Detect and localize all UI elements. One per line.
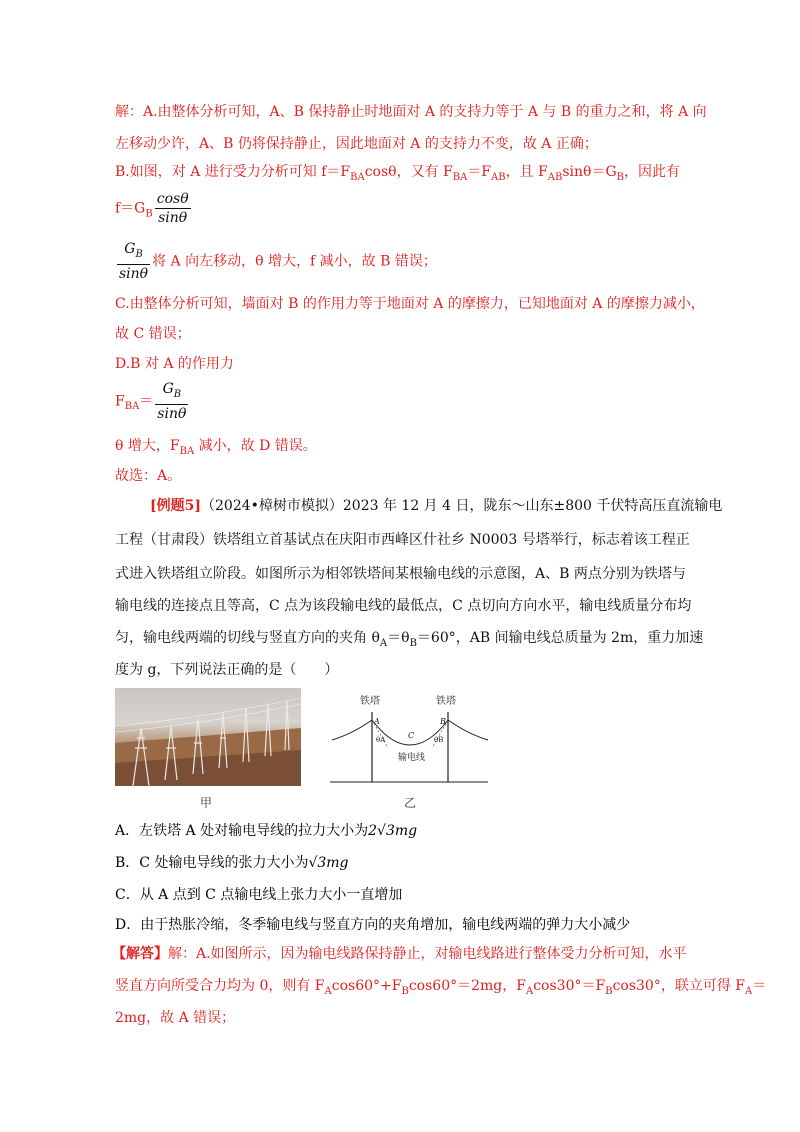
solution-line-2: 左移动少许，A、B 仍将保持静止，因此地面对 A 的支持力不变，故 A 正确； — [115, 136, 598, 152]
subscript: AB — [547, 171, 563, 183]
fraction — [155, 190, 191, 227]
solution-line-1: 解：A.由整体分析可知，A、B 保持静止时地面对 A 的支持力等于 A 与 B 的重力之和，将 A 向 — [115, 104, 707, 120]
text: cos30°＝F — [533, 978, 606, 994]
example-line-2: 工程（甘肃段）铁塔组立首基试点在庆阳市西峰区什社乡 N0003 号塔举行，标志着该工程正 — [115, 532, 690, 548]
subscript: B — [145, 208, 153, 220]
subscript: B — [616, 171, 625, 183]
denominator: sinθ — [119, 265, 149, 282]
text: ，且 F — [505, 164, 548, 180]
text: ＝θ — [387, 630, 410, 646]
solution-line-8: D.B 对 A 的作用力 — [115, 356, 234, 372]
fraction — [155, 380, 188, 423]
numerator: cosθ — [156, 191, 189, 207]
denominator: sinθ — [157, 405, 187, 422]
point-c: C — [408, 731, 415, 740]
text: （2024•樟树市模拟）2023 年 12 月 4 日，陇东～山东±800 千伏特高压直流输电 — [201, 498, 723, 514]
subscript: A — [324, 985, 332, 997]
power-tower-photo — [115, 688, 301, 786]
text: cosθ，又有 F — [364, 164, 453, 180]
math: √3mg — [308, 855, 349, 871]
text: ＝ — [752, 978, 767, 994]
text: 将 A 向左移动，θ 增大，f 减小，故 B 错误； — [152, 253, 437, 270]
wire-shape — [115, 704, 301, 732]
subscript: B — [605, 985, 613, 997]
numerator — [117, 240, 150, 265]
subscript: A — [525, 985, 534, 997]
equation-gb-sin — [115, 240, 437, 283]
text: 减小，故 D 错误。 — [194, 438, 317, 454]
subscript: BA — [124, 401, 140, 413]
fraction — [117, 240, 150, 283]
subscript: B — [135, 248, 143, 260]
wires — [115, 698, 301, 732]
wire-diagram — [330, 690, 490, 790]
subscript: B — [401, 985, 409, 997]
text: θ 增大，F — [115, 438, 180, 454]
text: ＝ — [139, 393, 154, 410]
option-b — [115, 852, 349, 874]
solution-line-11: 故选：A。 — [115, 468, 182, 484]
caption-left: 甲 — [200, 796, 213, 810]
outer-wire-left — [332, 720, 372, 740]
answer-line-3: 2mg，故 A 错误； — [115, 1010, 236, 1026]
text: B.如图，对 A 进行受力分析可知 f＝F — [115, 164, 351, 180]
subscript: BA — [350, 171, 365, 183]
solution-line-3 — [115, 162, 680, 188]
example-line-1 — [150, 496, 722, 516]
option-c: C．从 A 点到 C 点输电线上张力大小一直增加 — [115, 887, 403, 903]
example-line-4: 输电线的连接点且等高，C 点为该段输电线的最低点，C 点切向方向水平，输电线质量分布均 — [115, 598, 692, 614]
text: cos30°，联立可得 F — [612, 978, 745, 994]
subscript: BA — [179, 445, 195, 457]
text: ，因此有 — [624, 164, 681, 180]
point-b: B — [440, 717, 446, 726]
example-line-3: 式进入铁塔组立阶段。如图所示为相邻铁塔间某根输电线的示意图，A、B 两点分别为铁塔与 — [115, 566, 686, 582]
text: B．C 处输电导线的张力大小为 — [115, 855, 309, 871]
text: cos60°+F — [331, 978, 402, 994]
text: ＝60°，AB 间输电线总质量为 2m，重力加速 — [416, 630, 704, 646]
subscript: A — [745, 985, 753, 997]
text: G — [124, 241, 136, 257]
equation-fba — [115, 380, 190, 425]
theta-b: θB — [434, 736, 444, 744]
text: 匀，输电线两端的切线与竖直方向的夹角 θ — [115, 630, 380, 646]
text: sinθ＝G — [562, 164, 617, 180]
answer-line-2 — [115, 976, 766, 1002]
answer-line-1 — [112, 944, 687, 964]
tower-label-right: 铁塔 — [436, 696, 456, 707]
caption-right: 乙 — [404, 796, 417, 810]
math: 2√3mg — [368, 823, 418, 839]
text: ＝F — [467, 164, 492, 180]
tower-label-left: 铁塔 — [360, 696, 380, 707]
numerator — [155, 380, 188, 405]
point-a: A — [374, 717, 380, 726]
solution-line-6: C.由整体分析可知，墙面对 B 的作用力等于地面对 A 的摩擦力，已知地面对 A 的摩擦力减小， — [115, 296, 705, 312]
subscript: AB — [491, 171, 506, 183]
example-tag: [例题5] — [150, 498, 201, 514]
text: 竖直方向所受合力均为 0，则有 F — [115, 978, 325, 994]
solution-line-7: 故 C 错误； — [115, 326, 191, 342]
subscript: B — [409, 637, 417, 649]
equation-f — [115, 190, 193, 232]
wire-shape — [115, 698, 301, 726]
text: cos60°＝2mg，F — [408, 978, 526, 994]
subscript: A — [379, 637, 388, 649]
subscript: BA — [452, 171, 468, 183]
text: 解：A.如图所示，因为输电线路保持静止，对输电线路进行整体受力分析可知，水平 — [168, 946, 687, 962]
option-d: D．由于热胀冷缩，冬季输电线与竖直方向的夹角增加，输电线两端的弹力大小减少 — [115, 917, 631, 933]
option-a — [115, 820, 417, 842]
text: F — [115, 393, 125, 410]
example-line-6: 度为 g，下列说法正确的是（ ） — [115, 662, 339, 678]
theta-a: θA — [376, 736, 386, 744]
subscript: B — [173, 388, 182, 400]
tower-photo-illustration — [115, 688, 301, 786]
text: A．左铁塔 A 处对输电导线的拉力大小为 — [115, 823, 369, 839]
text: G — [162, 381, 174, 397]
wire-label: 输电线 — [398, 753, 426, 763]
answer-tag: 【解答】 — [112, 946, 168, 962]
example-line-5 — [115, 628, 703, 654]
solution-line-10 — [115, 436, 317, 462]
text: f＝G — [115, 200, 146, 217]
denominator: sinθ — [158, 210, 188, 226]
outer-wire-right — [448, 720, 488, 740]
